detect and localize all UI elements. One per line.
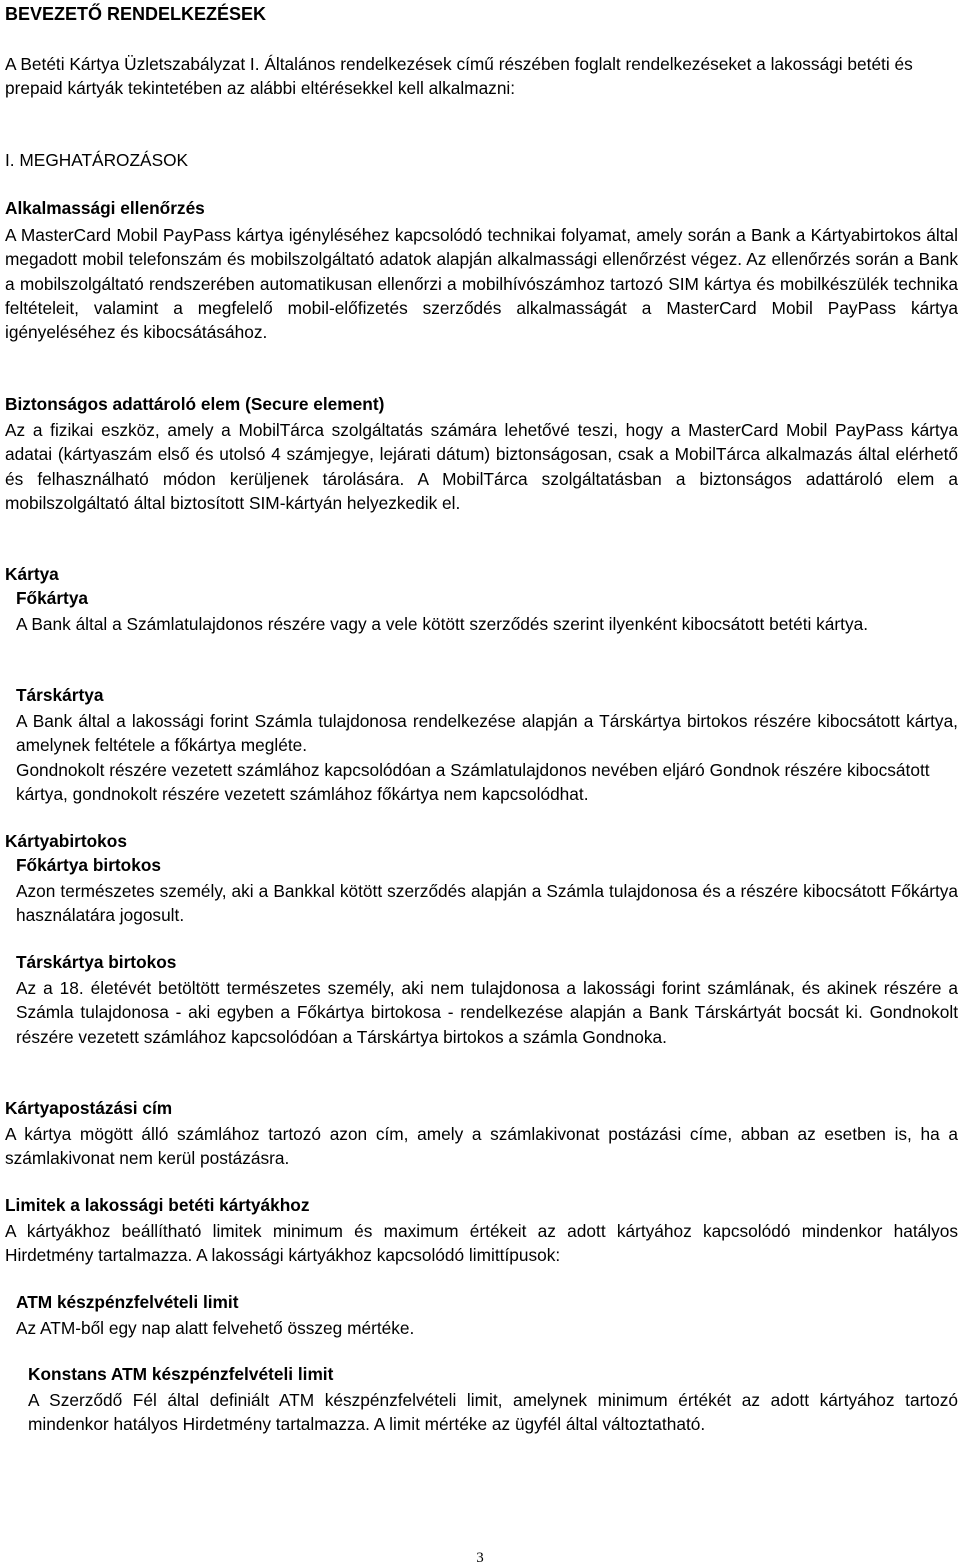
- text-fokartya: A Bank által a Számlatulajdonos részére vagy a vele kötött szerződés szerint ilyenként kibocsátott betéti kártya.: [16, 614, 869, 634]
- heading-fokartya-birtokos: Főkártya birtokos: [16, 855, 162, 875]
- heading-alkalmassagi: Alkalmassági ellenőrzés: [5, 198, 205, 218]
- intro-paragraph: A Betéti Kártya Üzletszabályzat I. Általános rendelkezések című részében foglalt rendelkezéseket a lakossági betéti és prepaid kártyák tekintetében az alábbi eltérésekkel kell alkalmazni:: [5, 54, 913, 99]
- heading-kartyabirtokos: Kártyabirtokos: [5, 831, 127, 851]
- section-title: I. MEGHATÁROZÁSOK: [5, 150, 189, 170]
- heading-kartyapostazasi: Kártyapostázási cím: [5, 1098, 173, 1118]
- heading-biztonsagos: Biztonságos adattároló elem (Secure element): [5, 394, 385, 414]
- text-kartyapostazasi: A kártya mögött álló számlához tartozó azon cím, amely a számlakivonat postázási címe, abban az esetben is, ha a számlakivonat nem kerül postázásra.: [5, 1124, 958, 1169]
- text-limitek: A kártyákhoz beállítható limitek minimum és maximum értékeit az adott kártyához kapcsolódó mindenkor hatályos Hirdetmény tartalmazza. A lakossági kártyákhoz kapcsolódó limittípusok:: [5, 1221, 958, 1266]
- text-tarskartya-2: Gondnokolt részére vezetett számlához kapcsolódóan a Számlatulajdonos nevében eljáró Gondnok részére kibocsátott kártya, gondnokolt részére vezetett számlához főkártya nem kapcsolódhat.: [16, 760, 930, 805]
- heading-tarskartya: Társkártya: [16, 685, 104, 705]
- heading-limitek: Limitek a lakossági betéti kártyákhoz: [5, 1195, 310, 1215]
- heading-kartya: Kártya: [5, 564, 59, 584]
- heading-atm-limit: ATM készpénzfelvételi limit: [16, 1292, 239, 1312]
- text-tarskartya-birtokos: Az a 18. életévét betöltött természetes személy, aki nem tulajdonosa a lakossági forint számlának, és akinek részére a Számla tulajdonosa - aki egyben a Főkártya birtokosa - rendelkezése alapján a Bank Társkártyát bocsát ki. Gondnokolt részére vezetett számlához kapcsolódóan a Társkártya birtokos a számla Gondnoka.: [16, 978, 958, 1047]
- text-fokartya-birtokos: Azon természetes személy, aki a Bankkal kötött szerződés alapján a Számla tulajdonosa és a részére kibocsátott Főkártya használatára jogosult.: [16, 881, 958, 926]
- document-title: BEVEZETŐ RENDELKEZÉSEK: [5, 4, 267, 24]
- heading-tarskartya-birtokos: Társkártya birtokos: [16, 952, 177, 972]
- text-tarskartya-1: A Bank által a lakossági forint Számla tulajdonosa rendelkezése alapján a Társkártya birtokos részére kibocsátott kártya, amelynek feltétele a főkártya megléte.: [16, 711, 958, 756]
- heading-fokartya: Főkártya: [16, 588, 89, 608]
- text-alkalmassagi: A MasterCard Mobil PayPass kártya igényléséhez kapcsolódó technikai folyamat, amely során a Bank a Kártyabirtokos által megadott mobil telefonszám és mobilszolgáltató adatok alapján alkalmassági ellenőrzést végez. Az ellenőrzés során a Bank a mobilszolgáltató rendszerében automatikusan ellenőrzi a mobilhívószámhoz tartozó SIM kártya és mobilkészülék technika feltételeit, valamint a megfelelő mobil-előfizetés szerződés alkalmasságát a MasterCard Mobil PayPass kártya igényeléséhez és kibocsátásához.: [5, 225, 958, 343]
- text-atm-limit: Az ATM-ből egy nap alatt felvehető összeg mértéke.: [16, 1318, 415, 1338]
- text-konstans-atm-limit: A Szerződő Fél által definiált ATM készpénzfelvételi limit, amelynek minimum értékét az adott kártyához tartozó mindenkor hatályos Hirdetmény tartalmazza. A limit mértéke az ügyfél által változtatható.: [28, 1390, 958, 1435]
- page-number: 3: [476, 1550, 484, 1566]
- heading-konstans-atm-limit: Konstans ATM készpénzfelvételi limit: [28, 1364, 334, 1384]
- text-biztonsagos: Az a fizikai eszköz, amely a MobilTárca szolgáltatás számára lehetővé teszi, hogy a MasterCard Mobil PayPass kártya adatai (kártyaszám első és utolsó 4 számjegye, lejárati dátum) biztonságosan, csak a MobilTárca alkalmazás által elérhető és felhasználható módon kerüljenek tárolására. A MobilTárca szolgáltatásban a biztonságos adattároló elem a mobilszolgáltató által biztosított SIM-kártyán helyezkedik el.: [5, 420, 958, 513]
